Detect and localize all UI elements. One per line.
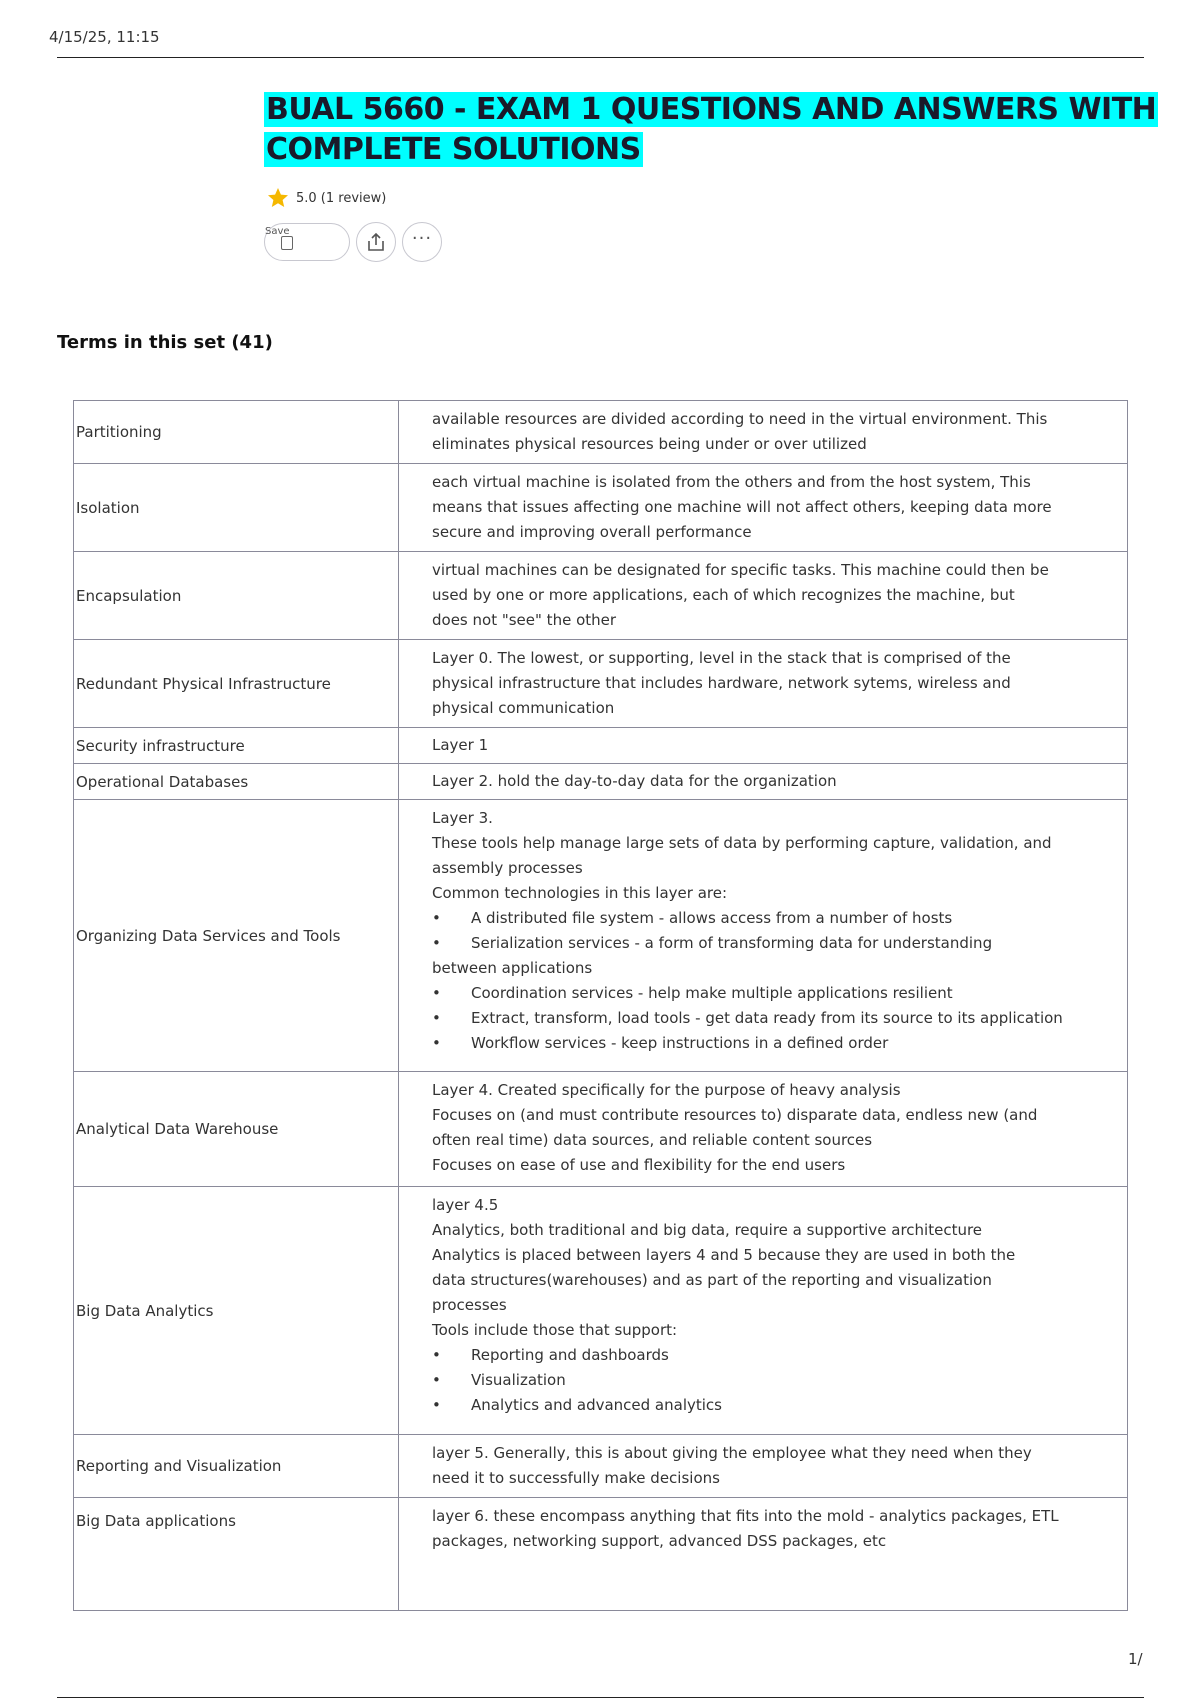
definition-line: Focuses on ease of use and flexibility for the end users bbox=[432, 1156, 846, 1174]
definition-line: available resources are divided according to need in the virtual environment. This bbox=[432, 410, 1048, 428]
definition-cell bbox=[399, 1072, 1128, 1187]
definition-bullet: • Reporting and dashboards bbox=[432, 1343, 1117, 1368]
definition-line: data structures(warehouses) and as part of the reporting and visualization bbox=[432, 1271, 992, 1289]
table-row bbox=[74, 464, 1128, 552]
share-button[interactable] bbox=[356, 222, 396, 262]
table-row bbox=[74, 552, 1128, 640]
definition-line: used by one or more applications, each of which recognizes the machine, but bbox=[432, 586, 1015, 604]
terms-table bbox=[73, 400, 1128, 1611]
bookmark-icon bbox=[281, 236, 293, 250]
table-row bbox=[74, 764, 1128, 800]
definition-line: assembly processes bbox=[432, 859, 583, 877]
star-icon bbox=[266, 186, 290, 210]
definition-line: does not "see" the other bbox=[432, 611, 617, 629]
action-bar bbox=[264, 222, 442, 262]
table-row bbox=[74, 1435, 1128, 1498]
definition-bullet: • Visualization bbox=[432, 1368, 1117, 1393]
table-row bbox=[74, 728, 1128, 764]
definition-line: Common technologies in this layer are: bbox=[432, 884, 728, 902]
definition-cell bbox=[399, 800, 1128, 1072]
title-block bbox=[264, 90, 1158, 170]
definition-line: These tools help manage large sets of data by performing capture, validation, and bbox=[432, 834, 1052, 852]
term-cell: Operational Databases bbox=[74, 764, 399, 800]
term-cell: Encapsulation bbox=[74, 552, 399, 640]
definition-line: processes bbox=[432, 1296, 507, 1314]
definition-line: Layer 1 bbox=[432, 736, 489, 754]
table-row bbox=[74, 640, 1128, 728]
share-icon bbox=[365, 231, 387, 253]
definition-line: Tools include those that support: bbox=[432, 1321, 678, 1339]
page-number: 1/ bbox=[1128, 1650, 1143, 1668]
definition-cell bbox=[399, 764, 1128, 800]
title-line-2: COMPLETE SOLUTIONS bbox=[266, 132, 641, 167]
definition-line: Layer 2. hold the day-to-day data for the organization bbox=[432, 772, 837, 790]
table-row bbox=[74, 1187, 1128, 1435]
definition-bullet: • Analytics and advanced analytics bbox=[432, 1393, 1117, 1418]
definition-bullet: • A distributed file system - allows access from a number of hosts bbox=[432, 906, 1117, 931]
definition-line: Analytics is placed between layers 4 and 5 because they are used in both the bbox=[432, 1246, 1016, 1264]
definition-line: means that issues affecting one machine will not affect others, keeping data more bbox=[432, 498, 1052, 516]
definition-line: layer 5. Generally, this is about giving the employee what they need when they bbox=[432, 1444, 1032, 1462]
save-label: Save bbox=[265, 226, 290, 237]
term-cell: Analytical Data Warehouse bbox=[74, 1072, 399, 1187]
definition-line: Focuses on (and must contribute resources to) disparate data, endless new (and bbox=[432, 1106, 1038, 1124]
save-button[interactable] bbox=[264, 223, 350, 261]
definition-bullet: • Workflow services - keep instructions in a defined order bbox=[432, 1031, 1117, 1056]
definition-cell bbox=[399, 1435, 1128, 1498]
table-row bbox=[74, 800, 1128, 1072]
definition-line: Analytics, both traditional and big data, require a supportive architecture bbox=[432, 1221, 983, 1239]
term-cell: Big Data Analytics bbox=[74, 1187, 399, 1435]
footer-rule bbox=[57, 1697, 1144, 1698]
more-button[interactable] bbox=[402, 222, 442, 262]
term-cell: Organizing Data Services and Tools bbox=[74, 800, 399, 1072]
definition-line: each virtual machine is isolated from the others and from the host system, This bbox=[432, 473, 1031, 491]
definition-line: virtual machines can be designated for specific tasks. This machine could then be bbox=[432, 561, 1049, 579]
definition-line: physical infrastructure that includes hardware, network sytems, wireless and bbox=[432, 674, 1011, 692]
definition-cell bbox=[399, 552, 1128, 640]
definition-cell bbox=[399, 401, 1128, 464]
definition-cell bbox=[399, 728, 1128, 764]
page-datetime: 4/15/25, 11:15 bbox=[49, 28, 160, 46]
term-cell: Partitioning bbox=[74, 401, 399, 464]
term-cell: Security infrastructure bbox=[74, 728, 399, 764]
definition-line: need it to successfully make decisions bbox=[432, 1469, 720, 1487]
title-line-1: BUAL 5660 - EXAM 1 QUESTIONS AND ANSWERS WITH bbox=[266, 92, 1157, 127]
term-cell: Isolation bbox=[74, 464, 399, 552]
header-rule bbox=[57, 57, 1144, 58]
definition-cell bbox=[399, 1498, 1128, 1611]
terms-heading: Terms in this set (41) bbox=[57, 332, 273, 353]
definition-line: eliminates physical resources being under or over utilized bbox=[432, 435, 867, 453]
term-cell: Reporting and Visualization bbox=[74, 1435, 399, 1498]
definition-line: layer 4.5 bbox=[432, 1196, 499, 1214]
rating[interactable] bbox=[266, 186, 386, 210]
definition-bullet: • Extract, transform, load tools - get data ready from its source to its application bbox=[432, 1006, 1117, 1031]
more-icon: ··· bbox=[411, 228, 433, 249]
definition-line: Layer 0. The lowest, or supporting, level in the stack that is comprised of the bbox=[432, 649, 1011, 667]
table-row bbox=[74, 1072, 1128, 1187]
definition-line: Layer 4. Created specifically for the purpose of heavy analysis bbox=[432, 1081, 901, 1099]
definition-cell bbox=[399, 640, 1128, 728]
term-cell: Big Data applications bbox=[74, 1498, 399, 1611]
definition-bullet: • Coordination services - help make multiple applications resilient bbox=[432, 981, 1117, 1006]
definition-line: physical communication bbox=[432, 699, 615, 717]
definition-line: packages, networking support, advanced DSS packages, etc bbox=[432, 1532, 887, 1550]
definition-line: layer 6. these encompass anything that fits into the mold - analytics packages, ETL bbox=[432, 1507, 1059, 1525]
definition-cell bbox=[399, 1187, 1128, 1435]
table-row bbox=[74, 1498, 1128, 1611]
definition-line: Layer 3. bbox=[432, 809, 493, 827]
definition-line: between applications bbox=[432, 959, 593, 977]
definition-line: secure and improving overall performance bbox=[432, 523, 752, 541]
rating-text: 5.0 (1 review) bbox=[296, 190, 387, 206]
term-cell: Redundant Physical Infrastructure bbox=[74, 640, 399, 728]
definition-bullet: • Serialization services - a form of transforming data for understanding bbox=[432, 931, 1117, 956]
definition-cell bbox=[399, 464, 1128, 552]
page-title bbox=[264, 90, 1158, 170]
table-row bbox=[74, 401, 1128, 464]
definition-line: often real time) data sources, and reliable content sources bbox=[432, 1131, 873, 1149]
